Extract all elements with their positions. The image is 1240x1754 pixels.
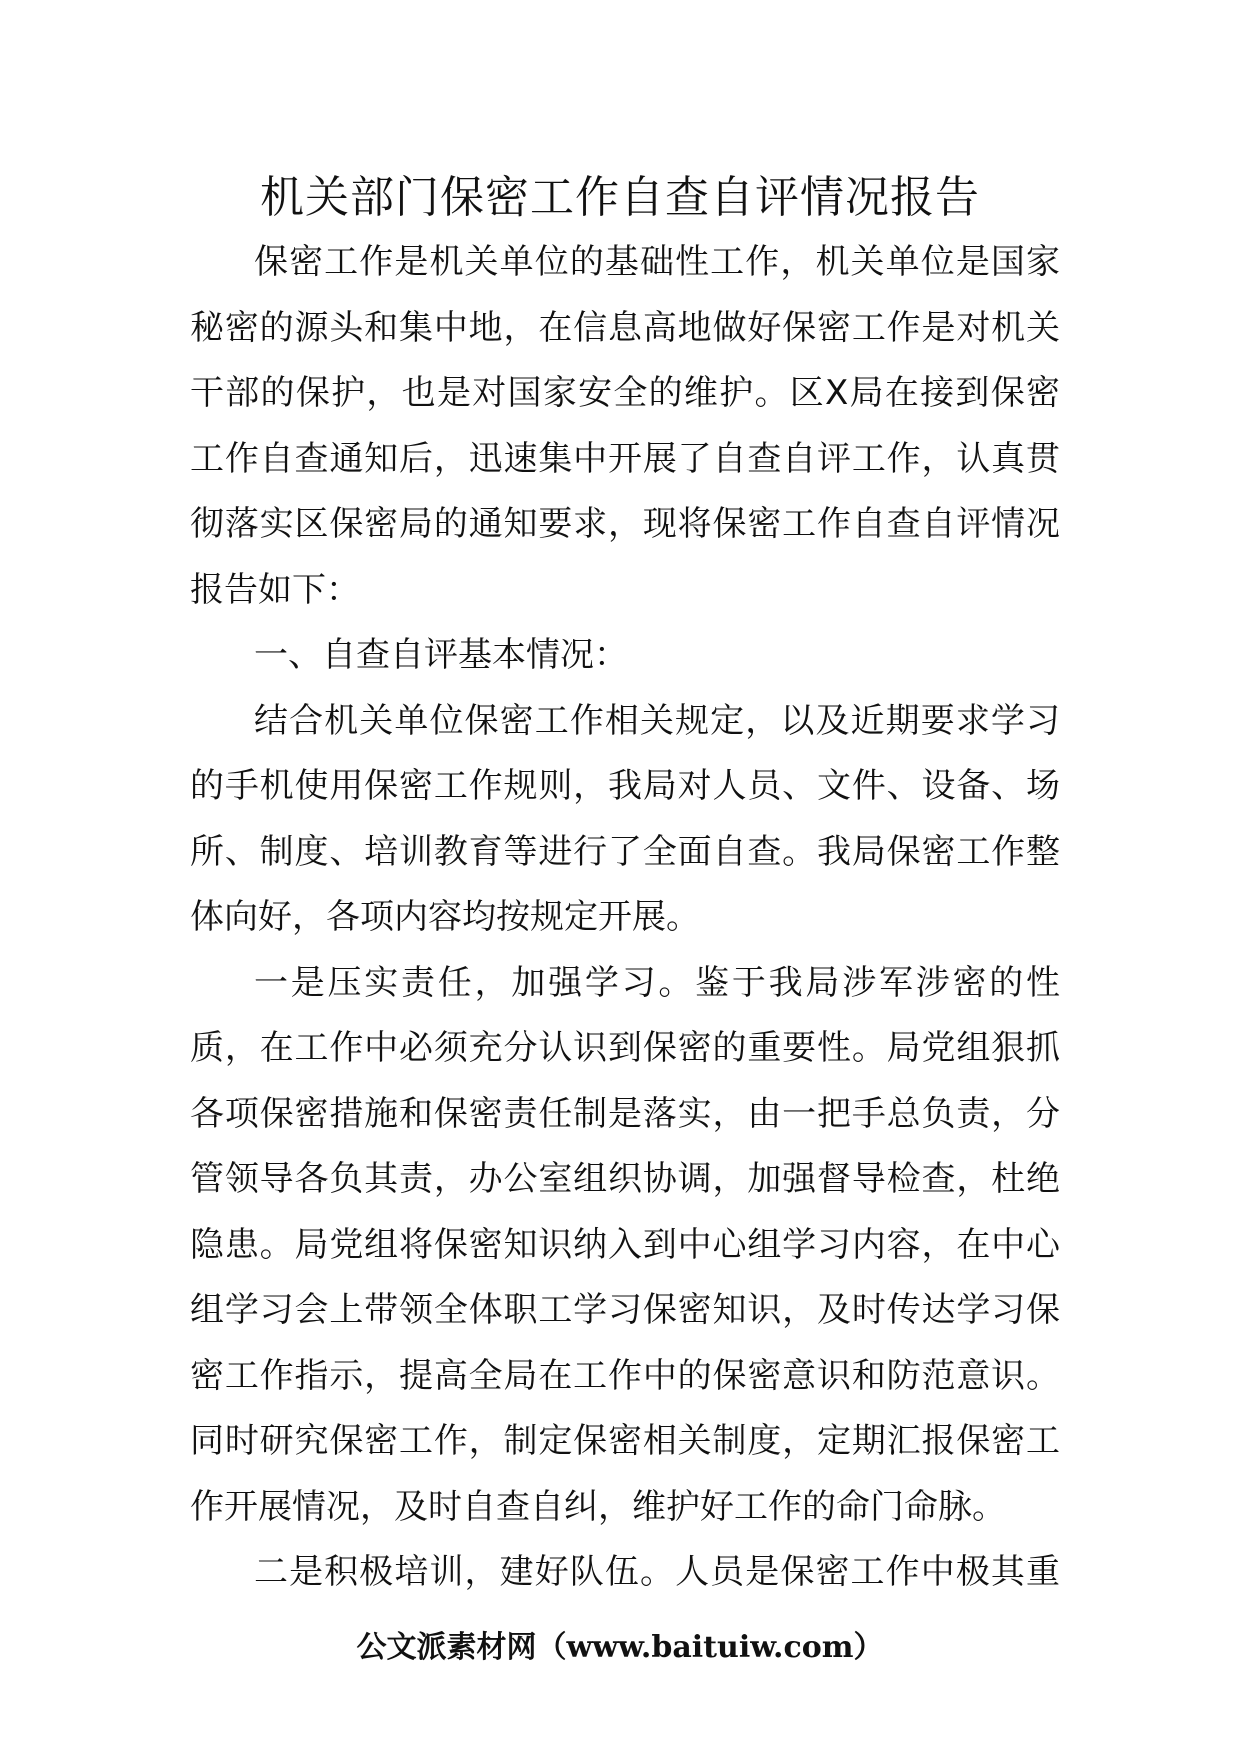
body-line: 隐患。局党组将保密知识纳入到中心组学习内容，在中心 — [190, 1224, 1060, 1265]
document-body — [190, 230, 1060, 1606]
body-line: 干部的保护，也是对国家安全的维护。区X局在接到保密 — [190, 373, 1060, 413]
body-line: 作开展情况，及时自查自纠，维护好工作的命门命脉。 — [190, 1486, 1006, 1527]
body-line: 的手机使用保密工作规则，我局对人员、文件、设备、场 — [190, 766, 1060, 806]
body-line: 秘密的源头和集中地，在信息高地做好保密工作是对机关 — [190, 307, 1060, 348]
body-line: 报告如下： — [190, 569, 360, 610]
body-line: 结合机关单位保密工作相关规定，以及近期要求学习 — [254, 700, 1060, 741]
body-line: 组学习会上带领全体职工学习保密知识，及时传达学习保 — [190, 1290, 1060, 1330]
body-line: 质，在工作中必须充分认识到保密的重要性。局党组狠抓 — [190, 1028, 1060, 1068]
body-line: 所、制度、培训教育等进行了全面自查。我局保密工作整 — [190, 831, 1060, 872]
body-line: 彻落实区保密局的通知要求，现将保密工作自查自评情况 — [190, 504, 1060, 544]
section-heading: 一、自查自评基本情况： — [254, 635, 628, 675]
body-line: 一是压实责任，加强学习。鉴于我局涉军涉密的性 — [254, 962, 1060, 1003]
body-line: 工作自查通知后，迅速集中开展了自查自评工作，认真贯 — [190, 438, 1060, 479]
body-line: 体向好，各项内容均按规定开展。 — [190, 897, 700, 937]
body-line: 各项保密措施和保密责任制是落实，由一把手总负责，分 — [190, 1093, 1060, 1134]
body-line: 密工作指示，提高全局在工作中的保密意识和防范意识。 — [190, 1355, 1060, 1396]
footer-watermark: 公文派素材网（www.baituiw.com） — [356, 1630, 884, 1665]
body-line: 同时研究保密工作，制定保密相关制度，定期汇报保密工 — [190, 1421, 1060, 1461]
body-line: 管领导各负其责，办公室组织协调，加强督导检查，杜绝 — [190, 1159, 1060, 1199]
body-line: 保密工作是机关单位的基础性工作，机关单位是国家 — [254, 242, 1060, 282]
body-line: 二是积极培训，建好队伍。人员是保密工作中极其重 — [254, 1552, 1060, 1592]
document-title: 机关部门保密工作自查自评情况报告 — [260, 172, 980, 223]
